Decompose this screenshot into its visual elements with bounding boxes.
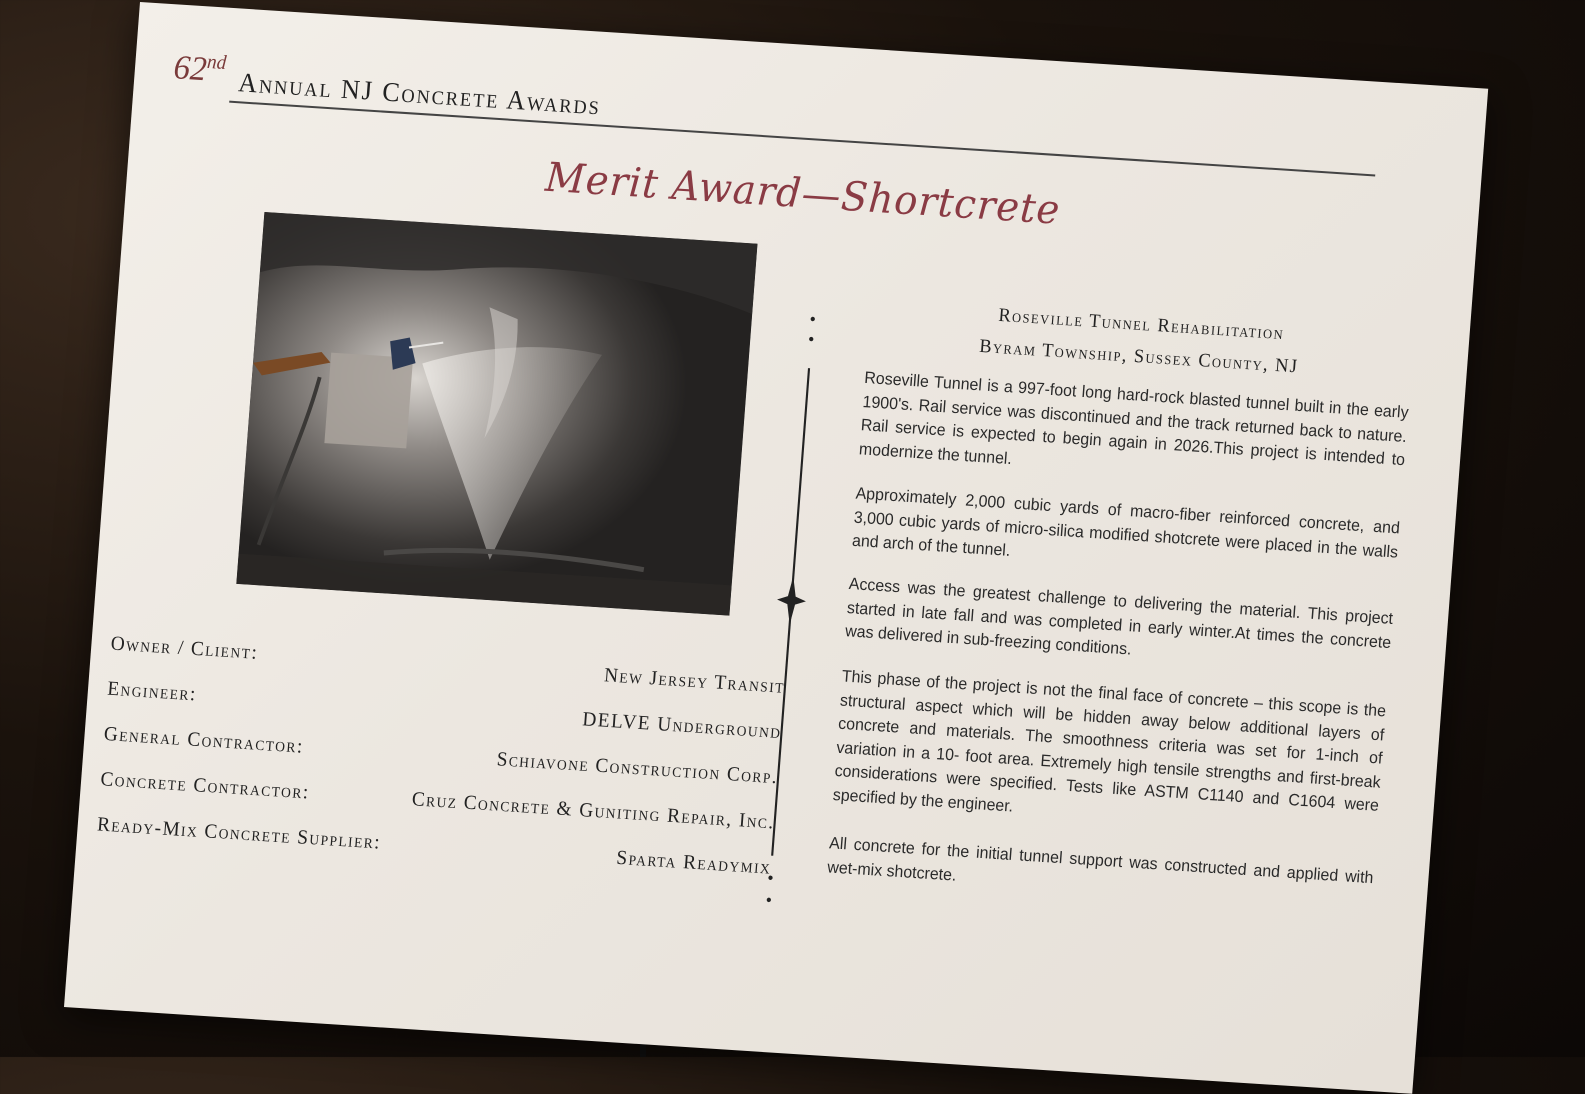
description-paragraph: Approximately 2,000 cubic yards of macro-fiber reinforced concrete, and 3,000 cubic yards of micro-silica modified shotcrete were placed in the walls and arch of the tunnel. [851, 484, 1401, 562]
credit-value: Cruz Concrete & Guniting Repair, Inc. [411, 788, 776, 834]
project-credits [95, 626, 786, 896]
project-name: Roseville Tunnel Rehabilitation [997, 304, 1285, 345]
credit-value: Sparta Readymix [615, 846, 773, 879]
credit-label: Ready-Mix Concrete Supplier: [96, 813, 382, 854]
divider-diamond-icon [775, 575, 808, 625]
event-ordinal-number: 62 [172, 49, 208, 89]
description-paragraph: This phase of the project is not the final face of concrete – this scope is the structural aspect which will be hidden away below additional layers of concrete and materials. The smoothness criteria was set for 1-inch of variation in a 10- foot area. Extremely high tensile strengths and first-break considerations were specified. Tests like ASTM C1140 and C1604 were specified by the engineer. [832, 667, 1387, 816]
event-title: Annual NJ Concrete Awards [237, 66, 603, 121]
credit-label: Owner / Client: [110, 632, 260, 664]
credit-value: DELVE Underground [581, 708, 783, 744]
description-paragraph: Access was the greatest challenge to delivering the material. This project started in late fall and was completed in early winter.At times the concrete was delivered in sub-freezing conditions. [844, 574, 1394, 659]
credit-label: Concrete Contractor: [99, 768, 311, 804]
divider-dot-top-1 [810, 317, 815, 322]
credit-value: Schiavone Construction Corp. [495, 748, 779, 789]
tunnel-shotcrete-photo [236, 212, 757, 616]
credit-value: New Jersey Transit [603, 664, 786, 698]
divider-dot-bottom-2 [767, 898, 772, 903]
event-ordinal-suffix: nd [206, 50, 228, 75]
credit-label: General Contractor: [103, 722, 305, 758]
credit-label: Engineer: [106, 677, 198, 706]
award-title: Merit Award—Shortcrete [543, 154, 1063, 234]
divider-dot-top-2 [809, 337, 814, 342]
award-poster-board [64, 2, 1488, 1094]
project-location: Byram Township, Sussex County, NJ [978, 335, 1300, 378]
description-paragraph: Roseville Tunnel is a 997-foot long hard-rock blasted tunnel built in the early 1900's. Rail service was discontinued and the track returned back to nature. Rail service is expected to begin again in 2026.This project is intended to modernize the tunnel. [858, 368, 1410, 470]
event-ordinal [172, 49, 227, 91]
description-paragraph: All concrete for the initial tunnel support was constructed and applied with wet-mix shotcrete. [826, 834, 1375, 888]
